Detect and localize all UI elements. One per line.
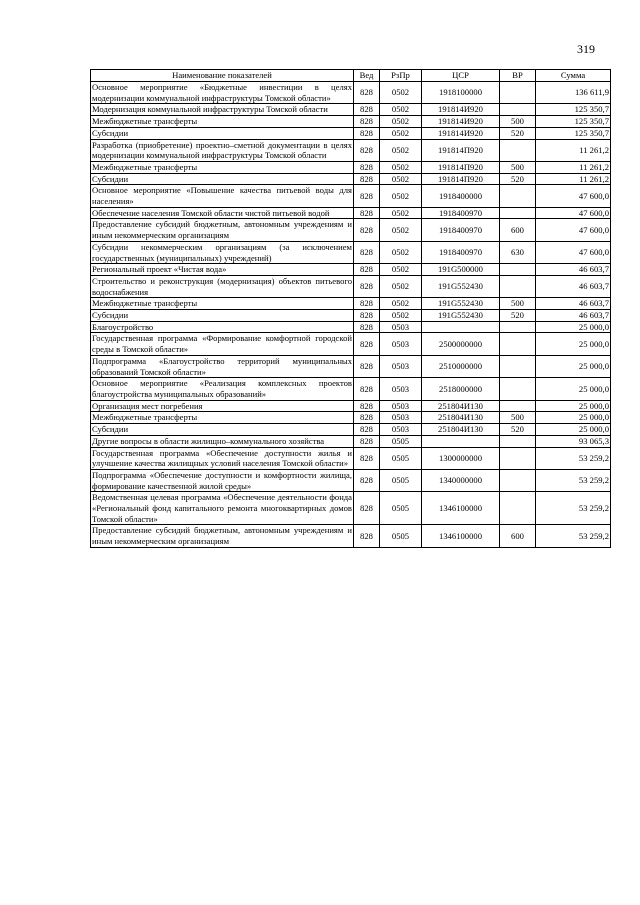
cell-csr: 2518000000 [422, 378, 500, 400]
cell-csr: 251804И130 [422, 424, 500, 436]
cell-name: Подпрограмма «Благоустройство территорий муниципальных образований Томской области» [92, 355, 352, 377]
cell-vr [500, 378, 536, 400]
cell-name: Субсидии [91, 310, 354, 322]
cell-vr: 600 [500, 219, 536, 241]
cell-rzpr: 0502 [380, 298, 422, 310]
cell-ved: 828 [354, 116, 380, 128]
cell-ved: 828 [354, 447, 380, 469]
table-row [91, 185, 611, 207]
cell-ved: 828 [354, 469, 380, 491]
cell-rzpr: 0503 [380, 355, 422, 377]
cell-ved: 828 [354, 310, 380, 322]
cell-ved: 828 [354, 127, 380, 139]
cell-name: Межбюджетные трансферты [91, 298, 354, 310]
cell-vr [500, 400, 536, 412]
cell-sum: 125 350,7 [536, 127, 611, 139]
cell-sum: 47 600,0 [536, 219, 611, 241]
cell-vr: 520 [500, 310, 536, 322]
cell-sum: 25 000,0 [536, 321, 611, 333]
cell-csr: 1918400000 [422, 185, 500, 207]
cell-csr: 1918100000 [422, 82, 500, 104]
cell-vr [500, 185, 536, 207]
cell-sum: 47 600,0 [536, 185, 611, 207]
cell-vr [500, 321, 536, 333]
table-row [91, 127, 611, 139]
table-row [91, 310, 611, 322]
cell-csr: 2510000000 [422, 355, 500, 377]
cell-csr: 191G500000 [422, 264, 500, 276]
cell-ved: 828 [354, 207, 380, 219]
cell-rzpr: 0502 [380, 185, 422, 207]
cell-ved: 828 [354, 241, 380, 263]
cell-rzpr: 0503 [380, 321, 422, 333]
cell-rzpr: 0502 [380, 116, 422, 128]
cell-csr: 1346100000 [422, 525, 500, 547]
cell-name: Межбюджетные трансферты [91, 412, 354, 424]
cell-ved: 828 [354, 412, 380, 424]
cell-csr: 1918400970 [422, 219, 500, 241]
cell-csr: 191814П920 [422, 161, 500, 173]
cell-csr: 1918400970 [422, 207, 500, 219]
cell-sum: 46 603,7 [536, 264, 611, 276]
cell-sum: 93 065,3 [536, 435, 611, 447]
table-row [91, 355, 611, 377]
cell-ved: 828 [354, 161, 380, 173]
cell-sum: 125 350,7 [536, 116, 611, 128]
table-row [91, 447, 611, 469]
cell-sum: 46 603,7 [536, 298, 611, 310]
page-number: 319 [577, 42, 595, 56]
cell-sum: 11 261,2 [536, 173, 611, 185]
cell-name: Основное мероприятие «Реализация комплексных проектов благоустройства муниципальных образований» [92, 378, 352, 399]
cell-name: Субсидии [91, 127, 354, 139]
cell-name: Региональный проект «Чистая вода» [91, 264, 354, 276]
cell-vr [500, 492, 536, 525]
cell-ved: 828 [354, 424, 380, 436]
cell-ved: 828 [354, 435, 380, 447]
cell-sum: 47 600,0 [536, 207, 611, 219]
cell-ved: 828 [354, 264, 380, 276]
budget-table [90, 69, 611, 548]
cell-name: Государственная программа «Обеспечение доступности жилья и улучшение качества жилищных условий населения Томской области» [92, 447, 352, 469]
cell-rzpr: 0502 [380, 104, 422, 116]
cell-vr [500, 435, 536, 447]
cell-name: Межбюджетные трансферты [91, 161, 354, 173]
cell-name: Обеспечение населения Томской области чистой питьевой водой [91, 207, 354, 219]
cell-name: Субсидии [91, 173, 354, 185]
cell-sum: 11 261,2 [536, 161, 611, 173]
cell-vr: 520 [500, 127, 536, 139]
cell-vr: 500 [500, 298, 536, 310]
table-row [91, 173, 611, 185]
table-row [91, 161, 611, 173]
cell-csr: 251804И130 [422, 412, 500, 424]
cell-name: Другие вопросы в области жилищно–коммунального хозяйства [91, 435, 354, 447]
cell-name: Подпрограмма «Обеспечение доступности и комфортности жилища, формирование качественной жилой среды» [92, 469, 352, 491]
cell-sum: 11 261,2 [536, 139, 611, 161]
cell-sum: 53 259,2 [536, 492, 611, 525]
cell-vr: 500 [500, 412, 536, 424]
cell-vr [500, 104, 536, 116]
cell-name: Субсидии некоммерческим организациям (за исключением государственных (муниципальных) учреждений) [92, 241, 352, 263]
cell-ved: 828 [354, 321, 380, 333]
table-header-row [91, 70, 611, 82]
cell-rzpr: 0502 [380, 310, 422, 322]
header-csr: ЦСР [422, 70, 500, 82]
cell-rzpr: 0503 [380, 412, 422, 424]
cell-csr: 191G552430 [422, 298, 500, 310]
cell-ved: 828 [354, 82, 380, 104]
cell-rzpr: 0502 [380, 207, 422, 219]
cell-rzpr: 0502 [380, 127, 422, 139]
cell-name: Благоустройство [91, 321, 354, 333]
cell-rzpr: 0503 [380, 400, 422, 412]
table-row [91, 275, 611, 297]
cell-rzpr: 0503 [380, 378, 422, 400]
cell-name: Ведомственная целевая программа «Обеспечение деятельности фонда «Региональный фонд капитального ремонта многоквартирных домов Томской области» [92, 492, 352, 524]
cell-ved: 828 [354, 333, 380, 355]
cell-csr: 191814П920 [422, 173, 500, 185]
cell-vr: 520 [500, 424, 536, 436]
cell-vr [500, 333, 536, 355]
cell-name: Организация мест погребения [91, 400, 354, 412]
cell-rzpr: 0505 [380, 447, 422, 469]
cell-csr [422, 435, 500, 447]
cell-csr: 1346100000 [422, 492, 500, 525]
cell-rzpr: 0503 [380, 333, 422, 355]
cell-csr: 1340000000 [422, 469, 500, 491]
cell-csr: 191814И920 [422, 127, 500, 139]
cell-csr: 251804И130 [422, 400, 500, 412]
cell-name: Модернизация коммунальной инфраструктуры Томской области [91, 104, 354, 116]
cell-name: Разработка (приобретение) проектно–сметной документации в целях модернизации коммунальной инфраструктуры Томской области [92, 139, 352, 161]
cell-rzpr: 0502 [380, 264, 422, 276]
cell-rzpr: 0505 [380, 492, 422, 525]
header-name: Наименование показателей [91, 70, 354, 82]
table-row [91, 469, 611, 491]
cell-vr: 520 [500, 173, 536, 185]
cell-sum: 25 000,0 [536, 355, 611, 377]
cell-rzpr: 0505 [380, 469, 422, 491]
table-row [91, 412, 611, 424]
cell-sum: 25 000,0 [536, 424, 611, 436]
cell-vr: 630 [500, 241, 536, 263]
cell-ved: 828 [354, 378, 380, 400]
table-row [91, 321, 611, 333]
table-row [91, 298, 611, 310]
cell-rzpr: 0502 [380, 139, 422, 161]
table-row [91, 435, 611, 447]
cell-vr [500, 275, 536, 297]
cell-csr: 1300000000 [422, 447, 500, 469]
table-row [91, 139, 611, 161]
cell-rzpr: 0502 [380, 241, 422, 263]
header-sum: Сумма [536, 70, 611, 82]
cell-csr: 2500000000 [422, 333, 500, 355]
cell-sum: 25 000,0 [536, 412, 611, 424]
cell-sum: 46 603,7 [536, 275, 611, 297]
cell-ved: 828 [354, 525, 380, 547]
cell-ved: 828 [354, 492, 380, 525]
cell-sum: 53 259,2 [536, 525, 611, 547]
table-row [91, 400, 611, 412]
cell-vr [500, 355, 536, 377]
cell-vr: 500 [500, 161, 536, 173]
cell-name: Субсидии [91, 424, 354, 436]
table-row [91, 264, 611, 276]
table-row [91, 104, 611, 116]
cell-vr [500, 264, 536, 276]
cell-sum: 125 350,7 [536, 104, 611, 116]
cell-csr [422, 321, 500, 333]
cell-rzpr: 0502 [380, 219, 422, 241]
cell-ved: 828 [354, 139, 380, 161]
cell-csr: 191G552430 [422, 275, 500, 297]
header-rzpr: РзПр [380, 70, 422, 82]
cell-rzpr: 0505 [380, 525, 422, 547]
table-row [91, 424, 611, 436]
cell-name: Предоставление субсидий бюджетным, автономным учреждениям и иным некоммерческим организациям [92, 525, 352, 547]
cell-ved: 828 [354, 173, 380, 185]
cell-sum: 53 259,2 [536, 469, 611, 491]
cell-sum: 25 000,0 [536, 400, 611, 412]
cell-rzpr: 0502 [380, 173, 422, 185]
cell-sum: 25 000,0 [536, 378, 611, 400]
cell-ved: 828 [354, 355, 380, 377]
cell-ved: 828 [354, 219, 380, 241]
cell-name: Основное мероприятие «Повышение качества питьевой воды для населения» [92, 185, 352, 207]
table-row [91, 241, 611, 263]
cell-csr: 191814И920 [422, 116, 500, 128]
cell-name: Предоставление субсидий бюджетным, автономным учреждениям и иным некоммерческим организациям [92, 219, 352, 241]
cell-rzpr: 0502 [380, 82, 422, 104]
cell-vr [500, 447, 536, 469]
header-ved: Вед [354, 70, 380, 82]
cell-sum: 46 603,7 [536, 310, 611, 322]
table-row [91, 378, 611, 400]
table-row [91, 82, 611, 104]
cell-vr: 500 [500, 116, 536, 128]
cell-csr: 191814П920 [422, 139, 500, 161]
table-row [91, 116, 611, 128]
cell-csr: 1918400970 [422, 241, 500, 263]
cell-ved: 828 [354, 104, 380, 116]
cell-sum: 136 611,9 [536, 82, 611, 104]
cell-ved: 828 [354, 298, 380, 310]
cell-vr [500, 139, 536, 161]
cell-ved: 828 [354, 185, 380, 207]
table-row [91, 333, 611, 355]
table-row [91, 207, 611, 219]
cell-name: Основное мероприятие «Бюджетные инвестиции в целях модернизации коммунальной инфраструктуры Томской области» [92, 82, 352, 103]
cell-name: Строительство и реконструкция (модернизация) объектов питьевого водоснабжения [92, 275, 352, 297]
cell-vr [500, 469, 536, 491]
cell-name: Государственная программа «Формирование комфортной городской среды в Томской области» [92, 333, 352, 355]
cell-rzpr: 0502 [380, 161, 422, 173]
cell-vr [500, 82, 536, 104]
cell-vr: 600 [500, 525, 536, 547]
cell-vr [500, 207, 536, 219]
cell-rzpr: 0505 [380, 435, 422, 447]
cell-name: Межбюджетные трансферты [91, 116, 354, 128]
cell-csr: 191G552430 [422, 310, 500, 322]
cell-sum: 53 259,2 [536, 447, 611, 469]
cell-ved: 828 [354, 400, 380, 412]
cell-rzpr: 0502 [380, 275, 422, 297]
cell-sum: 47 600,0 [536, 241, 611, 263]
table-row [91, 219, 611, 241]
table-row [91, 492, 611, 525]
cell-rzpr: 0503 [380, 424, 422, 436]
cell-csr: 191814И920 [422, 104, 500, 116]
cell-sum: 25 000,0 [536, 333, 611, 355]
header-vr: ВР [500, 70, 536, 82]
table-row [91, 525, 611, 547]
cell-ved: 828 [354, 275, 380, 297]
